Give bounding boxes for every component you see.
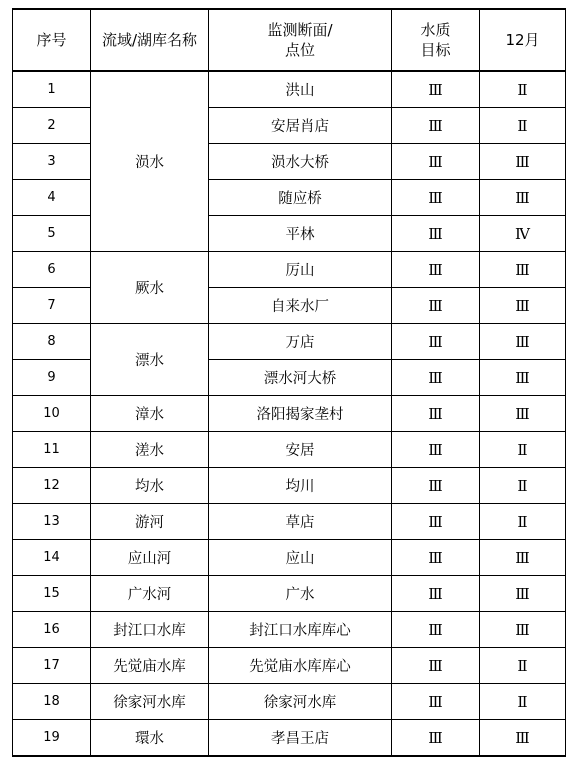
- table-row: [13, 324, 566, 360]
- section-cell: 草店: [209, 504, 392, 540]
- section-cell: 漂水河大桥: [209, 360, 392, 396]
- table-row: [13, 684, 566, 720]
- seq-cell: 6: [13, 252, 91, 288]
- section-cell: 封江口水库库心: [209, 612, 392, 648]
- seq-cell: 3: [13, 144, 91, 180]
- seq-cell: 4: [13, 180, 91, 216]
- section-cell: 涢水大桥: [209, 144, 392, 180]
- target-cell: Ⅲ: [392, 108, 480, 144]
- basin-cell: 游河: [91, 504, 209, 540]
- seq-cell: 15: [13, 576, 91, 612]
- basin-cell: 徐家河水库: [91, 684, 209, 720]
- section-cell: 随应桥: [209, 180, 392, 216]
- basin-cell: 厥水: [91, 252, 209, 324]
- target-cell: Ⅲ: [392, 71, 480, 108]
- seq-cell: 12: [13, 468, 91, 504]
- header-month: 12月: [480, 9, 566, 71]
- header-target-line2: 目标: [420, 41, 451, 59]
- header-section-line1: 监测断面/: [267, 21, 333, 39]
- month-cell: Ⅳ: [480, 216, 566, 252]
- basin-cell: 涢水: [91, 71, 209, 252]
- section-cell: 洛阳揭家垄村: [209, 396, 392, 432]
- seq-cell: 10: [13, 396, 91, 432]
- seq-cell: 7: [13, 288, 91, 324]
- header-seq: 序号: [13, 9, 91, 71]
- target-cell: Ⅲ: [392, 576, 480, 612]
- month-cell: Ⅲ: [480, 252, 566, 288]
- basin-cell: 漳水: [91, 396, 209, 432]
- table-row: [13, 396, 566, 432]
- section-cell: 徐家河水库: [209, 684, 392, 720]
- section-cell: 安居: [209, 432, 392, 468]
- month-cell: Ⅱ: [480, 504, 566, 540]
- month-cell: Ⅱ: [480, 432, 566, 468]
- water-quality-table: [12, 8, 566, 757]
- month-cell: Ⅲ: [480, 720, 566, 757]
- month-cell: Ⅲ: [480, 144, 566, 180]
- section-cell: 万店: [209, 324, 392, 360]
- basin-cell: 封江口水库: [91, 612, 209, 648]
- month-cell: Ⅱ: [480, 71, 566, 108]
- basin-cell: 溠水: [91, 432, 209, 468]
- table-body: [13, 71, 566, 756]
- table-row: [13, 648, 566, 684]
- target-cell: Ⅲ: [392, 252, 480, 288]
- section-cell: 孝昌王店: [209, 720, 392, 757]
- section-cell: 应山: [209, 540, 392, 576]
- seq-cell: 17: [13, 648, 91, 684]
- target-cell: Ⅲ: [392, 612, 480, 648]
- table-row: [13, 71, 566, 108]
- header-target-line1: 水质: [420, 21, 451, 39]
- basin-cell: 漂水: [91, 324, 209, 396]
- seq-cell: 1: [13, 71, 91, 108]
- seq-cell: 2: [13, 108, 91, 144]
- table-row: [13, 612, 566, 648]
- target-cell: Ⅲ: [392, 684, 480, 720]
- basin-cell: 广水河: [91, 576, 209, 612]
- month-cell: Ⅱ: [480, 108, 566, 144]
- seq-cell: 5: [13, 216, 91, 252]
- section-cell: 自来水厂: [209, 288, 392, 324]
- target-cell: Ⅲ: [392, 180, 480, 216]
- target-cell: Ⅲ: [392, 324, 480, 360]
- target-cell: Ⅲ: [392, 540, 480, 576]
- month-cell: Ⅲ: [480, 396, 566, 432]
- month-cell: Ⅲ: [480, 540, 566, 576]
- target-cell: Ⅲ: [392, 288, 480, 324]
- seq-cell: 16: [13, 612, 91, 648]
- section-cell: 厉山: [209, 252, 392, 288]
- month-cell: Ⅱ: [480, 684, 566, 720]
- month-cell: Ⅲ: [480, 612, 566, 648]
- basin-cell: 均水: [91, 468, 209, 504]
- table-row: [13, 252, 566, 288]
- seq-cell: 9: [13, 360, 91, 396]
- month-cell: Ⅲ: [480, 576, 566, 612]
- seq-cell: 8: [13, 324, 91, 360]
- header-row: [13, 9, 566, 71]
- seq-cell: 11: [13, 432, 91, 468]
- table-row: [13, 468, 566, 504]
- header-basin: 流域/湖库名称: [91, 9, 209, 71]
- month-cell: Ⅲ: [480, 180, 566, 216]
- table-row: [13, 540, 566, 576]
- seq-cell: 19: [13, 720, 91, 757]
- section-cell: 平林: [209, 216, 392, 252]
- header-target: [392, 9, 480, 71]
- target-cell: Ⅲ: [392, 504, 480, 540]
- basin-cell: 環水: [91, 720, 209, 757]
- target-cell: Ⅲ: [392, 648, 480, 684]
- seq-cell: 13: [13, 504, 91, 540]
- month-cell: Ⅲ: [480, 324, 566, 360]
- basin-cell: 应山河: [91, 540, 209, 576]
- month-cell: Ⅲ: [480, 360, 566, 396]
- section-cell: 均川: [209, 468, 392, 504]
- header-section: [209, 9, 392, 71]
- target-cell: Ⅲ: [392, 396, 480, 432]
- section-cell: 广水: [209, 576, 392, 612]
- header-section-line2: 点位: [284, 41, 315, 59]
- seq-cell: 14: [13, 540, 91, 576]
- target-cell: Ⅲ: [392, 144, 480, 180]
- section-cell: 先觉庙水库库心: [209, 648, 392, 684]
- target-cell: Ⅲ: [392, 360, 480, 396]
- seq-cell: 18: [13, 684, 91, 720]
- table-row: [13, 504, 566, 540]
- section-cell: 安居肖店: [209, 108, 392, 144]
- basin-cell: 先觉庙水库: [91, 648, 209, 684]
- month-cell: Ⅱ: [480, 468, 566, 504]
- target-cell: Ⅲ: [392, 432, 480, 468]
- table-row: [13, 576, 566, 612]
- month-cell: Ⅱ: [480, 648, 566, 684]
- target-cell: Ⅲ: [392, 720, 480, 757]
- month-cell: Ⅲ: [480, 288, 566, 324]
- target-cell: Ⅲ: [392, 216, 480, 252]
- section-cell: 洪山: [209, 71, 392, 108]
- table-row: [13, 720, 566, 757]
- table-row: [13, 432, 566, 468]
- target-cell: Ⅲ: [392, 468, 480, 504]
